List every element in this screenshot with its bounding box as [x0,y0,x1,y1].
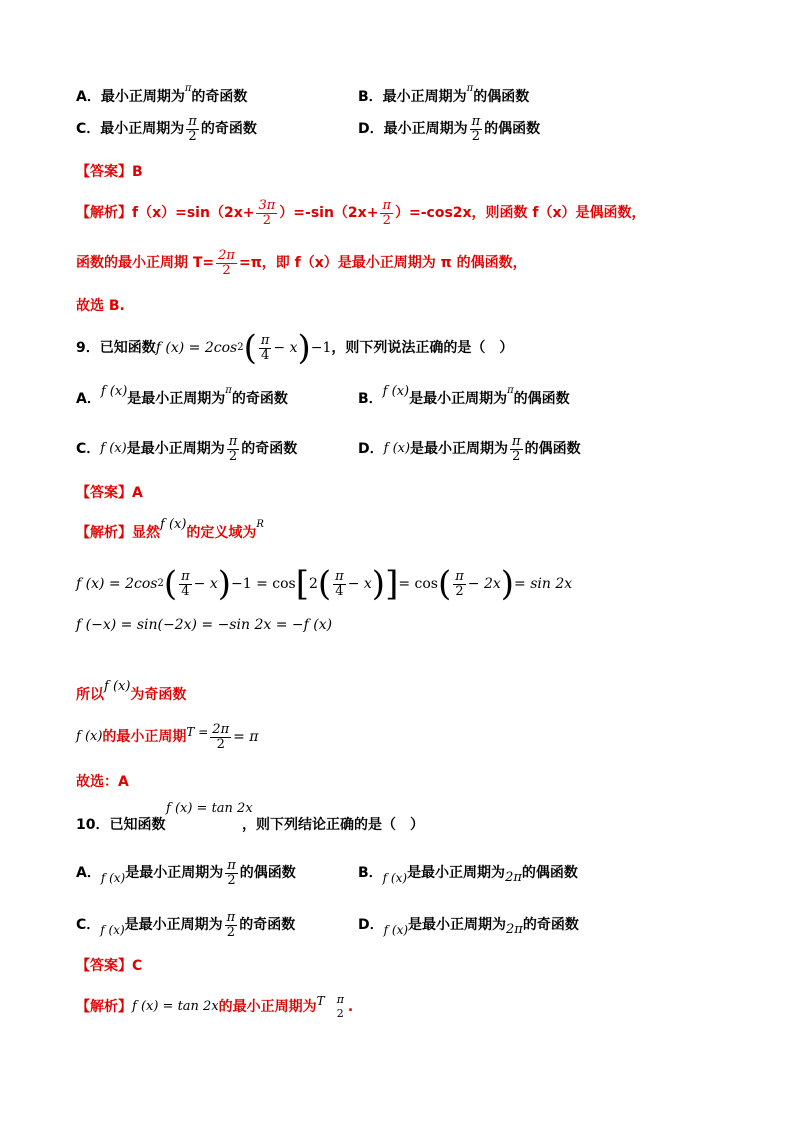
option-text: 最小正周期为 [100,89,185,105]
option-text: 是最小正周期为 [124,917,223,933]
option-label: B． [358,89,383,105]
pi-symbol: π [466,83,474,94]
math-expr: f (x) [104,679,131,694]
fraction [335,993,346,1021]
option-label: C． [76,441,101,457]
frac-den: 2 [512,448,521,464]
math-expr: − 2x [467,576,501,592]
fraction [470,115,483,144]
paren-left: ( [163,564,178,604]
bracket-left: [ [295,564,309,604]
frac-num: π [181,568,190,584]
option-text: 是最小正周期为 [125,865,224,881]
math-expr: f (x) [100,441,127,456]
option-text: 是最小正周期为 [408,917,507,933]
option-text: 的奇函数 [239,917,296,933]
pi-symbol: π [225,385,232,396]
explanation-tag: 【解析】 [76,999,132,1015]
q9-explanation-line5: 故选：A [76,774,129,790]
math-expr: = sin 2x [514,576,573,592]
math-symbol: R [256,519,264,530]
exponent: 2 [237,342,244,353]
fraction [225,859,238,888]
option-label: A． [76,391,101,407]
fraction [510,435,523,464]
math-expr: − x [273,340,298,356]
q10-option-d [358,908,579,942]
explanation-tag: 【解析】 [76,205,132,221]
q9-option-a [76,382,288,408]
option-text: 的偶函数 [524,441,581,457]
option-text: 的奇函数 [191,89,248,105]
q9-option-b [358,382,570,408]
frac-den: 2 [188,128,197,144]
math-expr: = cos [398,576,438,592]
exponent: 2 [157,578,164,589]
option-text: 最小正周期为 [382,89,467,105]
q8-explanation-line1 [76,196,646,230]
option-label: B． [358,865,383,881]
option-label: A． [76,865,101,881]
frac-num: π [260,332,270,348]
option-label: A． [76,89,101,105]
q9-stem [76,330,513,366]
explanation-text: 函数的最小正周期 T= [76,255,215,271]
math-expr: T [316,994,325,1008]
q10-option-c [76,908,295,942]
explanation-text: 的最小正周期为 [218,999,317,1015]
math-expr: 2π [506,922,523,937]
pi-symbol: π [184,83,192,94]
explanation-text: 的最小正周期 [102,729,187,745]
math-expr: = π [233,729,259,745]
option-text: 的奇函数 [231,391,288,407]
frac-den: 2 [471,128,481,144]
q10-answer: 【答案】C [76,958,143,974]
math-expr: f (x) [383,441,411,456]
frac-num: π [455,568,464,584]
frac-num: π [228,433,238,449]
q8-option-a [76,80,247,106]
option-text: 是最小正周期为 [407,865,506,881]
explanation-text: f（x）=sin（2x+ [132,205,255,221]
paren-left: ( [437,564,452,604]
frac-num: π [512,433,521,449]
option-text: 的奇函数 [241,441,298,457]
paren-right: ) [371,564,386,604]
math-expr: f (x) [100,384,128,399]
frac-num: π [471,113,481,129]
math-expr: − x [193,576,218,592]
math-expr: f (x) [383,923,409,937]
math-expr: f (x) [100,871,126,885]
frac-num: π [382,197,391,213]
fraction [453,570,466,599]
math-expr: f (x) = tan 2x [132,999,219,1014]
frac-num: 3π [258,197,276,213]
option-label: D． [358,121,384,137]
question-text: ，则下列说法正确的是（ ） [331,340,514,356]
q9-option-d [358,432,581,466]
fraction [216,249,237,278]
math-expr: − x [347,576,372,592]
explanation-tag: 【解析】 [76,525,132,541]
option-text: 的偶函数 [473,89,530,105]
frac-den: 2 [226,924,236,940]
math-expr: f (x) [100,923,125,937]
frac-num: π [336,993,344,1006]
frac-den: 2 [216,736,225,752]
frac-den: 2 [336,1007,344,1020]
q9-explanation-line4 [76,720,259,754]
option-text: 是最小正周期为 [410,441,509,457]
q9-equation-1 [76,564,572,604]
option-label: B． [358,391,383,407]
q9-option-c [76,432,297,466]
option-text: 的奇函数 [200,121,257,137]
option-text: 的偶函数 [239,865,296,881]
fraction [227,435,240,464]
math-expr: f (x) = tan 2x [166,801,253,816]
q9-explanation-line3 [76,678,186,704]
fraction [210,723,231,752]
frac-num: π [227,857,236,873]
paren-right: ) [297,328,311,368]
option-label: D． [358,917,384,933]
q8-explanation-line3: 故选 B. [76,298,125,314]
fraction [256,199,277,228]
frac-den: 2 [222,262,231,278]
q10-option-a [76,856,296,890]
explanation-text: . [347,999,354,1015]
option-text: 最小正周期为 [100,121,185,137]
pi-symbol: π [507,385,514,396]
frac-den: 2 [382,212,391,228]
math-expr: f (x) [160,517,187,532]
option-text: 的奇函数 [522,917,579,933]
math-expr: f (x) [382,871,408,885]
frac-den: 2 [228,448,238,464]
fraction [225,911,238,940]
math-expr: f (x) = 2cos [76,576,158,592]
explanation-text: ）=-sin（2x+ [279,205,379,221]
math-expr: −1 = cos [230,576,296,592]
frac-den: 4 [335,583,344,599]
q8-explanation-line2 [76,246,527,280]
option-text: 是最小正周期为 [126,441,225,457]
q10-explanation [76,990,353,1024]
question-text: ，则下列结论正确的是（ ） [242,817,424,833]
question-number: 10．已知函数 [76,817,166,833]
q10-option-b [358,856,578,890]
q9-answer: 【答案】A [76,485,143,501]
frac-den: 4 [181,583,190,599]
math-expr: f (x) [382,384,410,399]
option-text: 是最小正周期为 [127,391,226,407]
option-text: 的偶函数 [484,121,541,137]
explanation-text: 的定义域为 [186,525,257,541]
paren-right: ) [500,564,515,604]
explanation-text: 所以 [76,687,104,703]
bracket-right: ] [385,564,399,604]
frac-num: π [335,568,344,584]
q8-option-d [358,114,540,144]
explanation-text: 显然 [132,525,160,541]
q9-explanation-line1 [76,516,264,542]
q8-option-c [76,114,257,144]
option-text: 的偶函数 [521,865,578,881]
paren-left: ( [317,564,332,604]
question-number: 9．已知函数 [76,340,156,356]
paren-right: ) [217,564,231,604]
math-expr: f (x) = 2cos [155,340,238,356]
paren-left: ( [243,328,257,368]
option-label: D． [358,441,384,457]
explanation-text: 为奇函数 [130,687,187,703]
frac-den: 2 [227,872,236,888]
math-expr: f (x) [76,729,103,744]
fraction [259,334,272,363]
fraction [186,115,199,144]
explanation-text: =π，即 f（x）是最小正周期为 π 的偶函数， [238,255,527,271]
q9-equation-2: f (−x) = sin(−2x) = −sin 2x = −f (x) [76,617,333,633]
math-expr: −1 [310,340,332,356]
fraction [333,570,346,599]
math-expr: 2π [505,870,522,885]
option-text: 最小正周期为 [383,121,468,137]
option-text: 的偶函数 [513,391,570,407]
frac-num: 2π [218,247,235,263]
frac-num: 2π [212,721,230,737]
frac-den: 4 [260,347,270,363]
frac-den: 2 [262,212,271,228]
q8-option-b [358,80,529,106]
frac-num: π [188,113,197,129]
q8-answer: 【答案】B [76,164,143,180]
option-text: 是最小正周期为 [409,391,508,407]
math-expr: 2 [308,576,318,592]
option-label: C． [76,917,101,933]
math-expr: T = [186,725,209,739]
frac-num: π [226,909,236,925]
frac-den: 2 [455,583,464,599]
fraction [380,199,393,228]
explanation-text: ）=-cos2x，则函数 f（x）是偶函数， [394,205,646,221]
option-label: C． [76,121,101,137]
fraction [179,570,192,599]
